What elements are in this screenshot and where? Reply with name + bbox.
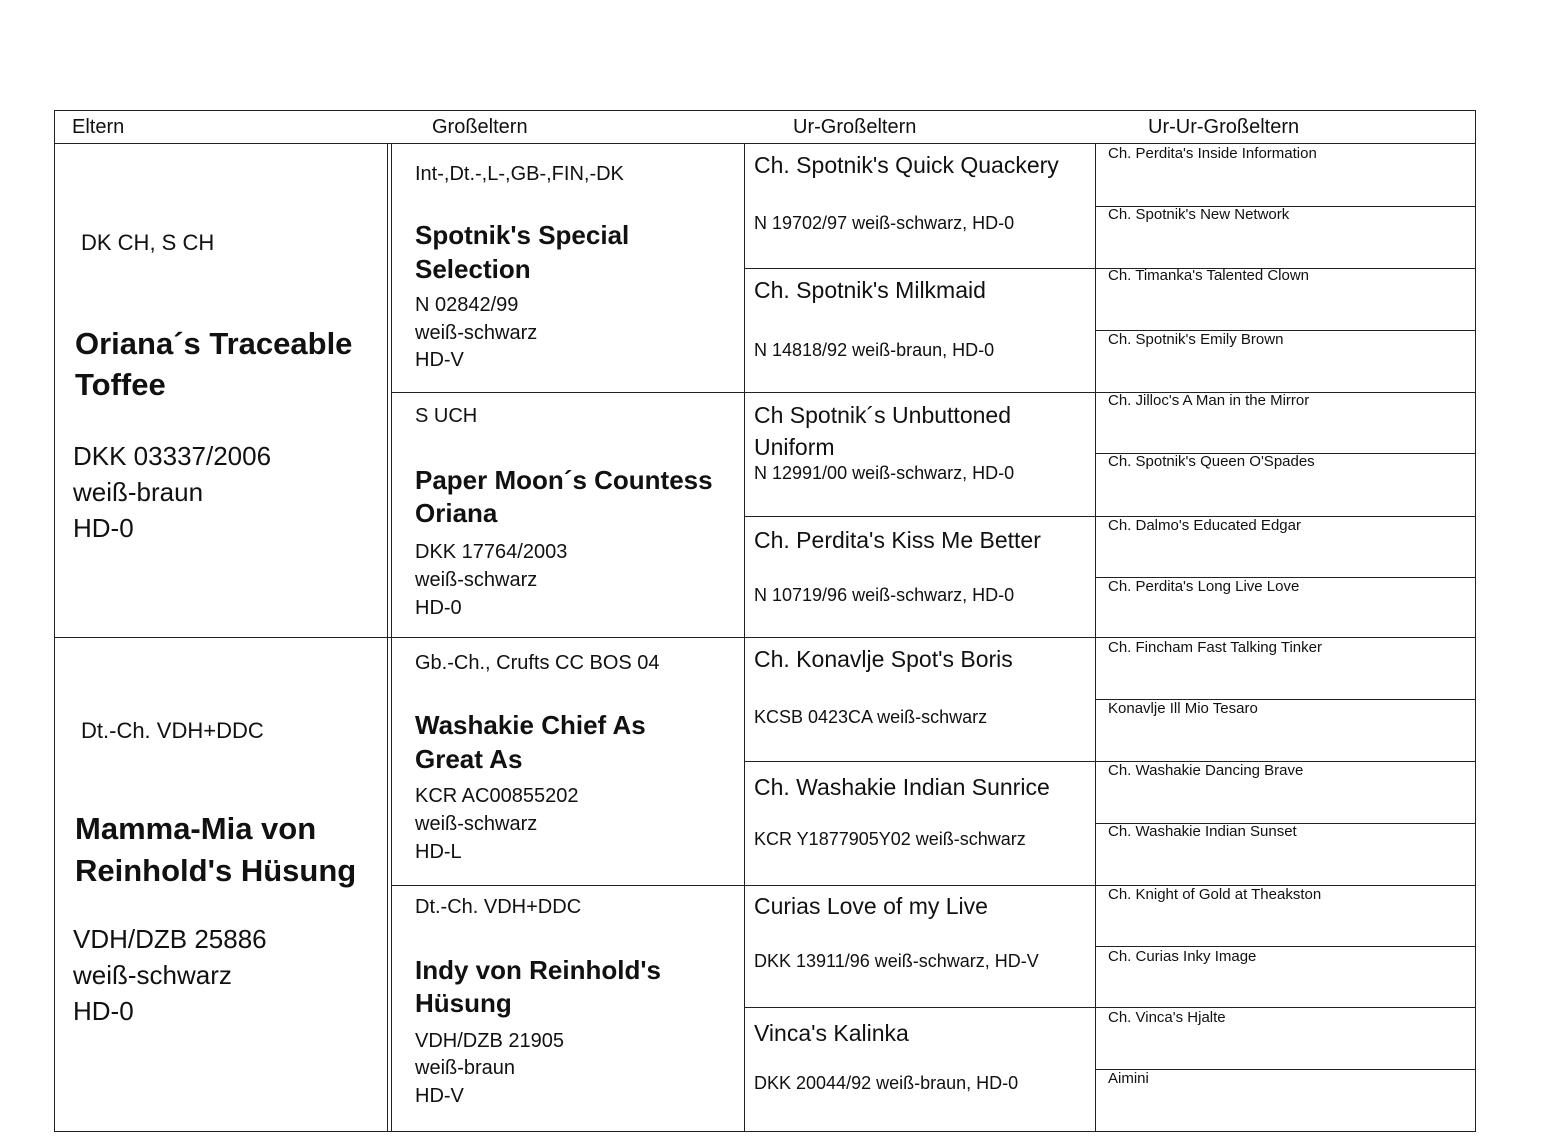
great-grandparent-detail: N 14818/92 weiß-braun, HD-0 — [754, 340, 995, 360]
parent-color: weiß-braun — [73, 477, 204, 507]
grandparent-hd: HD-V — [415, 349, 464, 371]
great-grandparent-detail: DKK 13911/96 weiß-schwarz, HD-V — [754, 951, 1039, 971]
parent-hd: HD-0 — [73, 513, 134, 543]
parent-color: weiß-schwarz — [73, 960, 232, 990]
parent-title: Dt.-Ch. VDH+DDC — [81, 718, 264, 743]
parent-name-line-2: Toffee — [75, 367, 166, 402]
pedigree-table — [54, 110, 1476, 1132]
gggp-divider-8 — [1095, 1069, 1475, 1070]
grandparent-name-line-2: Hüsung — [415, 988, 512, 1018]
parent-divider — [55, 637, 1475, 638]
grandparent-hd: HD-0 — [415, 597, 462, 619]
great-grandparent-name: Ch. Konavlje Spot's Boris — [754, 646, 1013, 672]
col-divider-2 — [744, 143, 745, 1131]
grandparent-name-line-1: Spotnik's Special — [415, 220, 630, 250]
grandparent-title: Int-,Dt.-,L-,GB-,FIN,-DK — [415, 163, 624, 185]
col-divider-1b — [391, 143, 392, 1131]
great-great-grandparent-1: Ch. Perdita's Inside Information — [1108, 145, 1317, 162]
header-divider — [55, 143, 1475, 144]
col-divider-1a — [387, 143, 388, 1131]
great-great-grandparent-16: Aimini — [1108, 1070, 1149, 1087]
grandparent-registration: DKK 17764/2003 — [415, 541, 568, 563]
great-grandparent-detail: KCSB 0423CA weiß-schwarz — [754, 707, 988, 727]
parent-registration: VDH/DZB 25886 — [73, 924, 267, 954]
great-great-grandparent-6: Ch. Spotnik's Queen O'Spades — [1108, 453, 1315, 470]
great-grandparent-detail: DKK 20044/92 weiß-braun, HD-0 — [754, 1073, 1019, 1093]
great-grandparent-name: Curias Love of my Live — [754, 893, 988, 919]
great-great-grandparent-11: Ch. Washakie Dancing Brave — [1108, 762, 1304, 779]
great-great-grandparent-4: Ch. Spotnik's Emily Brown — [1108, 331, 1284, 348]
parent-title: DK CH, S CH — [81, 230, 215, 255]
parent-registration: DKK 03337/2006 — [73, 441, 272, 471]
grandparent-name-line-1: Washakie Chief As — [415, 710, 646, 740]
great-great-grandparent-7: Ch. Dalmo's Educated Edgar — [1108, 517, 1301, 534]
great-grandparent-detail: KCR Y1877905Y02 weiß-schwarz — [754, 829, 1026, 849]
great-great-grandparent-13: Ch. Knight of Gold at Theakston — [1108, 886, 1322, 903]
grandparent-registration: N 02842/99 — [415, 294, 519, 316]
header-grandparents: Großeltern — [432, 116, 528, 138]
ggp-divider-4 — [744, 1007, 1475, 1008]
great-grandparent-name: Vinca's Kalinka — [754, 1020, 909, 1046]
great-great-grandparent-8: Ch. Perdita's Long Live Love — [1108, 578, 1300, 595]
grandparent-title: Gb.-Ch., Crufts CC BOS 04 — [415, 652, 660, 674]
grandparent-color: weiß-braun — [415, 1057, 516, 1079]
grandparent-title: S UCH — [415, 405, 478, 427]
parent-name-line-1: Oriana´s Traceable — [75, 326, 353, 361]
grandparent-title: Dt.-Ch. VDH+DDC — [415, 896, 582, 918]
great-grandparent-name: Ch. Washakie Indian Sunrice — [754, 774, 1050, 800]
gggp-divider-7 — [1095, 946, 1475, 947]
col-divider-3 — [1095, 143, 1096, 1131]
grandparent-name-line-1: Paper Moon´s Countess — [415, 465, 713, 495]
great-great-grandparent-5: Ch. Jilloc's A Man in the Mirror — [1108, 392, 1310, 409]
great-great-grandparent-2: Ch. Spotnik's New Network — [1108, 206, 1290, 223]
great-great-grandparent-14: Ch. Curias Inky Image — [1108, 948, 1257, 965]
great-grandparent-name-line-1: Ch Spotnik´s Unbuttoned — [754, 402, 1011, 428]
grandparent-hd: HD-V — [415, 1085, 464, 1107]
great-grandparent-detail: N 12991/00 weiß-schwarz, HD-0 — [754, 463, 1015, 483]
great-great-grandparent-10: Konavlje Ill Mio Tesaro — [1108, 700, 1258, 717]
grandparent-name-line-2: Great As — [415, 744, 523, 774]
header-parents: Eltern — [72, 116, 125, 138]
grandparent-color: weiß-schwarz — [415, 813, 538, 835]
grandparent-divider-1 — [391, 392, 1475, 393]
great-grandparent-detail: N 19702/97 weiß-schwarz, HD-0 — [754, 213, 1015, 233]
great-great-grandparent-9: Ch. Fincham Fast Talking Tinker — [1108, 639, 1322, 656]
grandparent-color: weiß-schwarz — [415, 322, 538, 344]
grandparent-color: weiß-schwarz — [415, 569, 538, 591]
header-great-great-grandparents: Ur-Ur-Großeltern — [1148, 116, 1300, 138]
parent-name-line-2: Reinhold's Hüsung — [75, 853, 357, 888]
great-grandparent-name-line-2: Uniform — [754, 434, 835, 460]
great-great-grandparent-3: Ch. Timanka's Talented Clown — [1108, 267, 1310, 284]
great-grandparent-name: Ch. Spotnik's Quick Quackery — [754, 152, 1059, 178]
grandparent-hd: HD-L — [415, 841, 462, 863]
great-grandparent-name: Ch. Perdita's Kiss Me Better — [754, 527, 1041, 553]
great-grandparent-name: Ch. Spotnik's Milkmaid — [754, 277, 986, 303]
grandparent-name-line-2: Selection — [415, 254, 531, 284]
grandparent-registration: VDH/DZB 21905 — [415, 1030, 564, 1052]
grandparent-registration: KCR AC00855202 — [415, 785, 579, 807]
great-great-grandparent-12: Ch. Washakie Indian Sunset — [1108, 823, 1297, 840]
parent-name-line-1: Mamma-Mia von — [75, 811, 317, 846]
grandparent-name-line-1: Indy von Reinhold's — [415, 955, 661, 985]
parent-hd: HD-0 — [73, 996, 134, 1026]
grandparent-name-line-2: Oriana — [415, 498, 498, 528]
great-grandparent-detail: N 10719/96 weiß-schwarz, HD-0 — [754, 585, 1015, 605]
header-great-grandparents: Ur-Großeltern — [793, 116, 917, 138]
great-great-grandparent-15: Ch. Vinca's Hjalte — [1108, 1009, 1226, 1026]
